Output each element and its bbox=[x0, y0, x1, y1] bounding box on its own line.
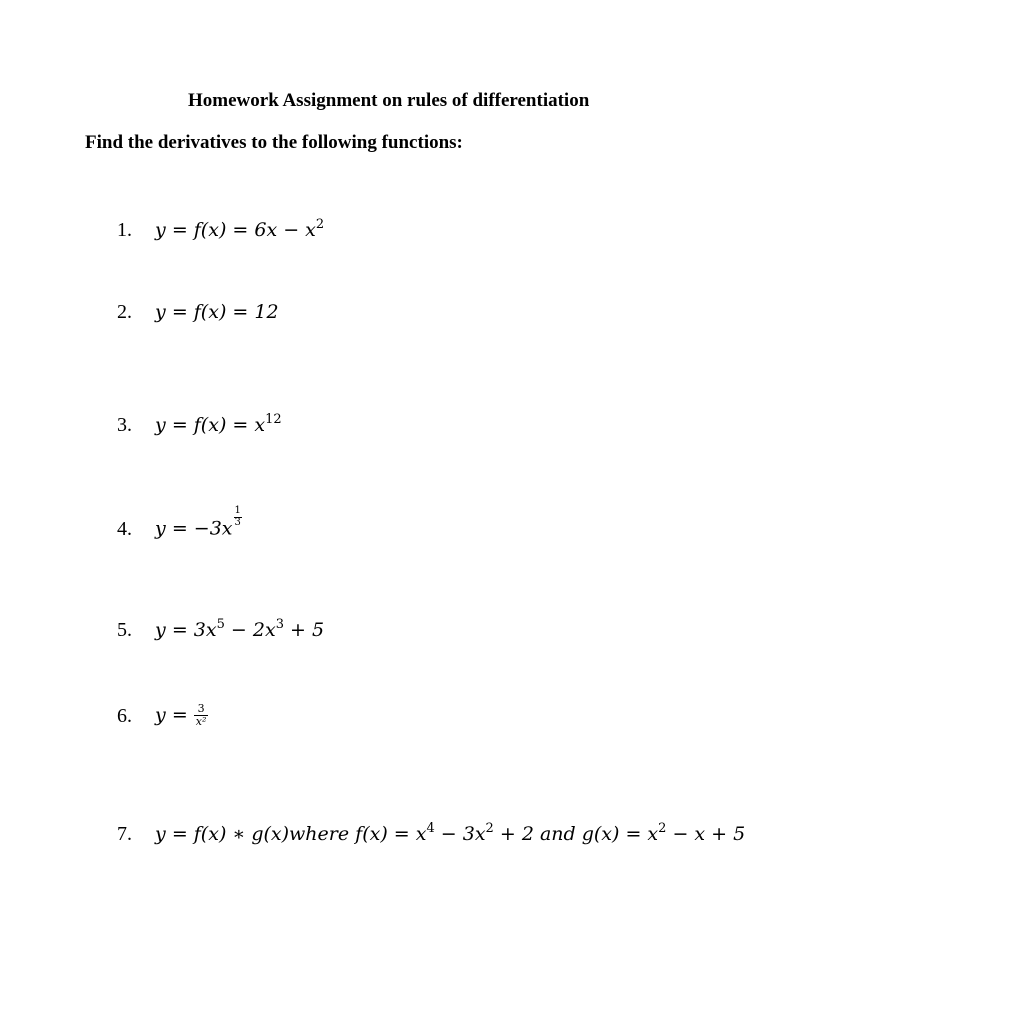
problem-number: 5. bbox=[117, 619, 132, 641]
problem-expression-part: − 3x bbox=[434, 823, 486, 845]
problem-expression-part: y = f(x) ∗ g(x)where f(x) = x bbox=[155, 823, 427, 845]
instructions: Find the derivatives to the following functions: bbox=[85, 132, 463, 153]
problem-4 bbox=[117, 506, 242, 539]
problem-expression: y = f(x) = 6x − x bbox=[155, 219, 316, 241]
problem-expression: y = −3x bbox=[155, 517, 233, 540]
problem-number: 2. bbox=[117, 301, 132, 323]
problem-expression-part: − 2x bbox=[224, 619, 276, 641]
problem-number: 4. bbox=[117, 517, 132, 540]
problem-3 bbox=[117, 413, 282, 435]
problem-number: 1. bbox=[117, 219, 132, 241]
problem-1 bbox=[117, 218, 324, 240]
problem-5 bbox=[117, 618, 324, 640]
problem-expression: y = f(x) = 12 bbox=[155, 301, 279, 323]
problem-2 bbox=[117, 302, 279, 322]
fraction bbox=[194, 703, 209, 728]
problem-expression-part: y = 3x bbox=[155, 619, 217, 641]
problem-expression-part: − x + 5 bbox=[666, 823, 746, 845]
problem-expression-part: + 2 and g(x) = x bbox=[493, 823, 659, 845]
problem-expression: y = f(x) = x bbox=[155, 414, 266, 436]
exponent-numerator: 1 bbox=[234, 505, 241, 516]
exponent: 4 bbox=[426, 821, 435, 836]
fractional-exponent bbox=[234, 506, 242, 528]
exponent: 3 bbox=[275, 617, 284, 632]
problem-7 bbox=[117, 822, 745, 844]
problem-expression: y = bbox=[155, 704, 194, 727]
exponent: 12 bbox=[265, 412, 282, 427]
page-title: Homework Assignment on rules of differentiation bbox=[188, 90, 590, 111]
problem-number: 6. bbox=[117, 704, 132, 727]
problem-6 bbox=[117, 703, 208, 728]
exponent: 5 bbox=[216, 617, 225, 632]
fraction-numerator: 3 bbox=[194, 703, 209, 716]
fraction-denominator: x² bbox=[195, 715, 207, 729]
problem-expression-part: + 5 bbox=[283, 619, 325, 641]
exponent: 2 bbox=[485, 821, 494, 836]
exponent: 2 bbox=[315, 217, 325, 232]
problem-number: 7. bbox=[117, 823, 132, 845]
exponent-denominator: 3 bbox=[234, 516, 241, 528]
exponent: 2 bbox=[658, 821, 667, 836]
problem-number: 3. bbox=[117, 414, 132, 436]
